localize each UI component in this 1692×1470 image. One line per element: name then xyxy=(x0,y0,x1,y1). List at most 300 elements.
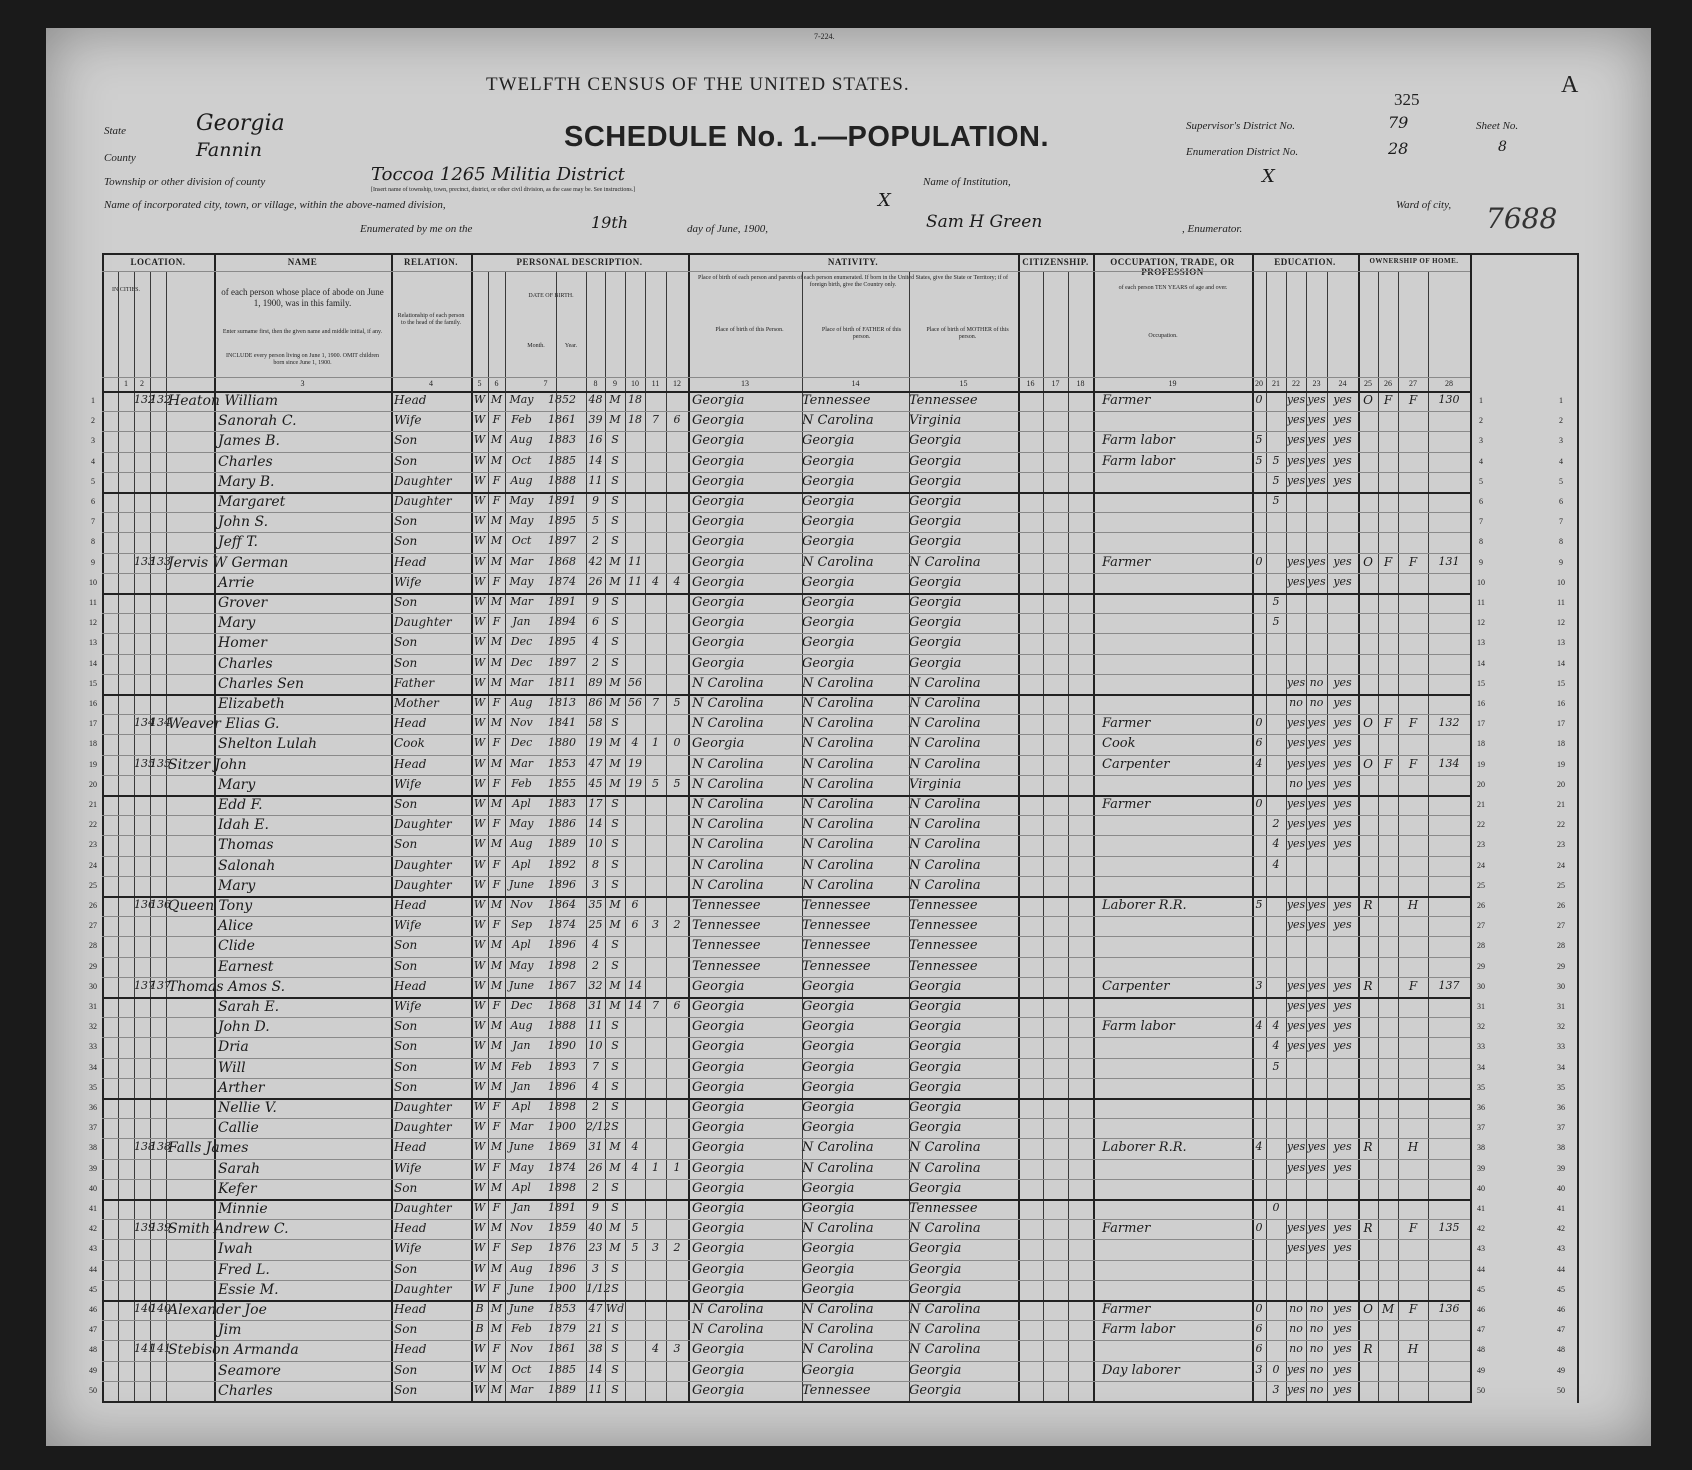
birthplace-mother: Georgia xyxy=(909,574,962,590)
birthplace-person: N Carolina xyxy=(692,1322,764,1338)
speaks-english: yes xyxy=(1333,413,1352,427)
row-number-left: 38 xyxy=(89,1143,97,1153)
age: 47 xyxy=(588,756,603,770)
person-name: Mary xyxy=(218,615,256,632)
row-number: 9 xyxy=(1559,557,1563,567)
color: W xyxy=(473,1019,486,1033)
children-born: 7 xyxy=(652,696,659,709)
sex: F xyxy=(492,696,501,709)
person-name: Callie xyxy=(218,1120,259,1137)
row-number: 1 xyxy=(1479,396,1483,405)
family-number: 137 xyxy=(150,978,171,992)
state-label: State xyxy=(104,125,126,137)
birthplace-mother: N Carolina xyxy=(909,1140,981,1156)
birthplace-father: N Carolina xyxy=(802,857,874,873)
birthplace-father: Georgia xyxy=(802,1261,855,1277)
farm-schedule: 131 xyxy=(1438,554,1460,568)
age: 9 xyxy=(592,1201,599,1214)
birthplace-mother: N Carolina xyxy=(909,1160,981,1176)
person-name: Homer xyxy=(218,635,267,652)
birth-month: June xyxy=(508,1281,535,1295)
can-read: yes xyxy=(1286,554,1306,568)
birth-month: Nov xyxy=(510,716,533,730)
birthplace-mother: Georgia xyxy=(909,1281,962,1297)
birth-year: 1853 xyxy=(548,1302,576,1315)
state-value: Georgia xyxy=(196,111,285,136)
row-number: 10 xyxy=(1477,577,1485,587)
row-number: 45 xyxy=(1477,1284,1485,1294)
relation: Son xyxy=(394,655,418,670)
children-living: 4 xyxy=(673,574,681,588)
months-unemployed: 0 xyxy=(1255,393,1263,406)
birthplace-mother: Georgia xyxy=(909,1180,962,1196)
can-write: yes xyxy=(1307,797,1326,810)
birthplace-person: Georgia xyxy=(692,393,745,408)
age: 21 xyxy=(588,1322,603,1336)
children-living: 3 xyxy=(673,1342,681,1356)
marital-status: S xyxy=(611,1039,619,1053)
row-number: 24 xyxy=(1477,860,1485,870)
person-name: Weaver Elias G. xyxy=(168,716,280,733)
farm-house: F xyxy=(1408,978,1418,993)
row-number-left: 42 xyxy=(89,1224,97,1234)
can-read: yes xyxy=(1286,716,1306,730)
owned-rented: R xyxy=(1363,978,1373,993)
birth-year: 1896 xyxy=(548,938,576,952)
can-read: yes xyxy=(1286,1140,1306,1154)
sex: M xyxy=(490,514,503,528)
birthplace-father: Georgia xyxy=(802,433,855,449)
color: W xyxy=(473,1241,486,1255)
relation: Head xyxy=(394,716,427,731)
sex: M xyxy=(490,978,503,992)
age: 2 xyxy=(592,655,599,669)
relation: Head xyxy=(394,978,427,993)
row-number-left: 21 xyxy=(89,800,97,809)
relation: Head xyxy=(394,554,427,569)
speaks-english: yes xyxy=(1333,1382,1352,1396)
occupation: Farmer xyxy=(1102,1221,1151,1237)
children-born: 3 xyxy=(652,918,659,932)
row-number-left: 47 xyxy=(89,1325,97,1335)
row-number: 42 xyxy=(1557,1224,1565,1234)
birthplace-mother: Georgia xyxy=(909,1120,962,1136)
birthplace-father: N Carolina xyxy=(802,413,874,429)
color: W xyxy=(473,1342,486,1356)
relation: Wife xyxy=(394,574,422,589)
row-number: 22 xyxy=(1477,820,1485,830)
sex: F xyxy=(492,574,501,588)
birth-month: Oct xyxy=(511,1362,532,1376)
birth-month: Aug xyxy=(510,696,533,709)
row-number: 31 xyxy=(1557,1002,1565,1011)
age: 48 xyxy=(588,393,603,406)
row-number-left: 39 xyxy=(89,1163,97,1173)
owned-rented: R xyxy=(1363,1221,1373,1236)
birthplace-person: Georgia xyxy=(692,1180,745,1196)
dwelling-number: 133 xyxy=(134,554,155,568)
birthplace-person: N Carolina xyxy=(692,776,764,792)
row-number-left: 26 xyxy=(89,901,97,910)
sex: M xyxy=(490,1302,503,1315)
person-name: John D. xyxy=(218,1019,270,1036)
row-number-left: 25 xyxy=(89,880,97,890)
family-number: 133 xyxy=(150,554,171,568)
birth-year: 1895 xyxy=(548,514,576,528)
row-number-left: 43 xyxy=(89,1244,97,1254)
age: 9 xyxy=(592,494,599,507)
birth-month: Dec xyxy=(510,655,533,669)
years-married: 11 xyxy=(628,574,642,588)
birth-month: Nov xyxy=(510,1221,533,1235)
family-number: 134 xyxy=(150,716,171,730)
row-number: 43 xyxy=(1477,1244,1485,1254)
children-living: 0 xyxy=(673,736,681,750)
age: 16 xyxy=(588,433,603,447)
color: W xyxy=(473,999,486,1012)
birthplace-person: Georgia xyxy=(692,1019,745,1035)
birthplace-father: Georgia xyxy=(802,534,855,550)
person-name: Sanorah C. xyxy=(218,413,297,430)
row-number: 45 xyxy=(1557,1284,1565,1294)
person-name: Nellie V. xyxy=(218,1100,277,1116)
birthplace-mother: Tennessee xyxy=(909,393,978,408)
row-number: 30 xyxy=(1477,981,1485,991)
row-number: 3 xyxy=(1559,436,1563,446)
months-unemployed: 0 xyxy=(1255,1221,1263,1235)
row-number-left: 50 xyxy=(89,1385,97,1395)
row-number: 17 xyxy=(1477,719,1485,729)
color: W xyxy=(473,534,486,548)
row-number: 25 xyxy=(1557,880,1565,890)
person-name: Minnie xyxy=(218,1201,268,1217)
sex: F xyxy=(492,877,501,891)
birthplace-person: Georgia xyxy=(692,736,745,752)
row-number: 46 xyxy=(1557,1305,1565,1314)
sex: M xyxy=(490,1039,503,1053)
age: 47 xyxy=(588,1302,603,1315)
birthplace-father: N Carolina xyxy=(802,776,874,792)
age: 4 xyxy=(592,1079,599,1093)
color: W xyxy=(473,1160,486,1174)
speaks-english: yes xyxy=(1333,675,1352,689)
age: 14 xyxy=(588,453,603,467)
relation: Daughter xyxy=(394,1281,452,1296)
occupation: Farm labor xyxy=(1102,1019,1175,1035)
row-number: 8 xyxy=(1559,537,1563,547)
age: 58 xyxy=(588,716,603,730)
age: 3 xyxy=(592,1261,599,1275)
row-number: 24 xyxy=(1557,860,1565,870)
marital-status: M xyxy=(609,736,621,750)
birthplace-father: N Carolina xyxy=(802,696,874,711)
column-number: 10 xyxy=(631,379,639,388)
birth-month: Mar xyxy=(509,756,534,770)
marital-status: S xyxy=(611,1100,619,1113)
person-name: Iwah xyxy=(218,1241,253,1258)
birth-month: Mar xyxy=(509,1382,534,1396)
sex: M xyxy=(490,1382,503,1396)
can-write: yes xyxy=(1307,918,1326,932)
person-name: Arther xyxy=(218,1079,265,1096)
occupation: Carpenter xyxy=(1102,978,1170,994)
color: W xyxy=(473,696,486,709)
can-write: yes xyxy=(1307,574,1326,588)
marital-status: M xyxy=(609,978,621,992)
birthplace-father: Tennessee xyxy=(802,938,871,954)
age: 19 xyxy=(588,736,603,750)
birth-year: 1859 xyxy=(548,1221,576,1235)
can-write: yes xyxy=(1307,978,1326,992)
relation: Daughter xyxy=(394,494,452,508)
birth-year: 1900 xyxy=(548,1120,576,1134)
months-school: 2 xyxy=(1272,817,1280,831)
can-read: yes xyxy=(1286,393,1306,406)
row-number-left: 32 xyxy=(89,1022,97,1032)
relation: Son xyxy=(394,1180,418,1195)
birthplace-father: Georgia xyxy=(802,1079,855,1095)
birthplace-person: N Carolina xyxy=(692,756,764,772)
color: W xyxy=(473,1261,486,1275)
birth-year: 1892 xyxy=(548,857,576,871)
speaks-english: yes xyxy=(1333,574,1352,588)
birthplace-mother: N Carolina xyxy=(909,857,981,873)
person-name: Arrie xyxy=(218,574,255,591)
row-number: 15 xyxy=(1557,678,1565,688)
children-born: 4 xyxy=(652,1342,659,1356)
sex: F xyxy=(492,776,501,790)
color: W xyxy=(473,574,486,588)
sex: M xyxy=(490,453,503,467)
column-number: 27 xyxy=(1409,379,1417,388)
marital-status: M xyxy=(609,776,621,790)
birthplace-mother: Georgia xyxy=(909,595,962,610)
birth-month: May xyxy=(509,817,534,831)
age: 1/12 xyxy=(586,1281,611,1295)
children-living: 5 xyxy=(673,696,681,709)
occupation: Farmer xyxy=(1102,393,1151,408)
group-personal: PERSONAL DESCRIPTION. xyxy=(516,257,643,267)
marital-status: S xyxy=(611,615,619,629)
birthplace-mother: Georgia xyxy=(909,514,962,530)
sex: F xyxy=(492,494,501,507)
relation: Son xyxy=(394,534,418,549)
birth-year: 1898 xyxy=(548,1180,576,1194)
person-name: Edd F. xyxy=(218,797,263,813)
subhead-name-instr: Enter surname first, then the given name and middle initial, if any. xyxy=(222,329,383,335)
marital-status: S xyxy=(611,1322,619,1336)
row-number-left: 46 xyxy=(89,1305,97,1314)
birth-month: June xyxy=(508,877,535,891)
relation: Son xyxy=(394,1079,418,1094)
township-label: Township or other division of county xyxy=(104,176,266,188)
row-number-left: 27 xyxy=(89,921,97,931)
person-name: Charles Sen xyxy=(218,675,305,692)
row-number: 37 xyxy=(1477,1123,1485,1133)
marital-status: M xyxy=(609,898,621,911)
months-unemployed: 0 xyxy=(1255,1302,1263,1315)
can-read: yes xyxy=(1286,1382,1306,1396)
row-number-left: 20 xyxy=(89,779,97,789)
relation: Cook xyxy=(394,736,425,751)
birth-year: 1869 xyxy=(548,1140,576,1154)
birth-month: Aug xyxy=(510,1019,533,1033)
dwelling-number: 137 xyxy=(134,978,155,992)
birth-month: Oct xyxy=(511,453,532,467)
birthplace-father: N Carolina xyxy=(802,1140,874,1156)
speaks-english: yes xyxy=(1333,837,1352,851)
sheet-no-label: Sheet No. xyxy=(1476,120,1519,132)
row-number-left: 44 xyxy=(89,1264,97,1274)
person-name: Alice xyxy=(218,918,254,935)
row-number: 4 xyxy=(1559,456,1563,466)
row-number-left: 8 xyxy=(91,537,95,547)
can-write: no xyxy=(1309,1382,1324,1396)
row-number: 50 xyxy=(1477,1385,1485,1395)
color: W xyxy=(473,1039,486,1053)
birth-month: Aug xyxy=(510,837,533,851)
age: 11 xyxy=(588,1382,603,1396)
row-number-left: 33 xyxy=(89,1042,97,1052)
age: 26 xyxy=(588,1160,603,1174)
relation: Wife xyxy=(394,1160,422,1175)
family-number: 140 xyxy=(150,1302,171,1315)
years-married: 19 xyxy=(628,776,642,790)
marital-status: S xyxy=(611,655,619,669)
color: W xyxy=(473,433,486,447)
birthplace-father: Tennessee xyxy=(802,898,871,913)
years-married: 11 xyxy=(628,554,642,568)
age: 9 xyxy=(592,595,599,608)
can-write: yes xyxy=(1307,898,1326,911)
birth-year: 1894 xyxy=(548,615,576,629)
marital-status: S xyxy=(611,1261,619,1275)
farm-schedule: 134 xyxy=(1438,756,1460,770)
farm-schedule: 132 xyxy=(1438,716,1460,730)
sex: F xyxy=(492,1160,501,1174)
speaks-english: yes xyxy=(1333,776,1352,790)
birth-year: 1898 xyxy=(548,1100,576,1113)
row-number: 41 xyxy=(1557,1204,1565,1213)
subhead-occupation-desc: of each person TEN YEARS of age and over. xyxy=(1118,285,1228,291)
marital-status: S xyxy=(611,1079,619,1093)
birthplace-person: Georgia xyxy=(692,595,745,610)
marital-status: M xyxy=(609,696,621,709)
row-number-left: 37 xyxy=(89,1123,97,1133)
months-school: 5 xyxy=(1272,1059,1280,1073)
birthplace-person: Georgia xyxy=(692,635,745,651)
color: W xyxy=(473,413,486,427)
speaks-english: yes xyxy=(1333,756,1352,770)
relation: Son xyxy=(394,958,418,973)
birthplace-person: Georgia xyxy=(692,453,745,469)
birth-year: 1868 xyxy=(548,554,576,568)
color: W xyxy=(473,736,486,750)
sex: F xyxy=(492,999,501,1012)
occupation: Laborer R.R. xyxy=(1102,1140,1187,1156)
row-number: 39 xyxy=(1477,1163,1485,1173)
birthplace-person: Tennessee xyxy=(692,938,761,954)
months-school: 5 xyxy=(1272,595,1280,608)
color: W xyxy=(473,898,486,911)
family-number: 132 xyxy=(150,393,171,406)
row-number-left: 18 xyxy=(89,739,97,749)
relation: Daughter xyxy=(394,877,452,892)
row-number: 32 xyxy=(1477,1022,1485,1032)
birth-month: May xyxy=(509,574,534,588)
sex: F xyxy=(492,918,501,932)
row-number: 8 xyxy=(1479,537,1483,547)
sex: M xyxy=(490,958,503,972)
birth-month: May xyxy=(509,393,534,406)
birth-year: 1889 xyxy=(548,1382,576,1396)
row-number-left: 35 xyxy=(89,1082,97,1092)
sex: M xyxy=(490,1019,503,1033)
can-write: yes xyxy=(1307,736,1326,750)
sex: M xyxy=(490,716,503,730)
birthplace-father: Georgia xyxy=(802,1059,855,1075)
row-number: 48 xyxy=(1557,1345,1565,1355)
person-name: Stebison Armanda xyxy=(168,1342,299,1359)
sex: M xyxy=(490,595,503,608)
birth-month: Aug xyxy=(510,433,533,447)
row-number: 29 xyxy=(1477,961,1485,971)
subhead-occupation: Occupation. xyxy=(1148,333,1178,339)
birth-year: 1891 xyxy=(548,1201,576,1214)
color: W xyxy=(473,978,486,992)
color: W xyxy=(473,1140,486,1154)
birthplace-father: Georgia xyxy=(802,999,855,1014)
farm-house: H xyxy=(1407,1140,1419,1155)
row-number: 42 xyxy=(1477,1224,1485,1234)
relation: Son xyxy=(394,453,418,468)
birth-month: May xyxy=(509,958,534,972)
relation: Daughter xyxy=(394,1100,452,1114)
marital-status: S xyxy=(611,1201,619,1214)
color: W xyxy=(473,1201,486,1214)
birthplace-father: Tennessee xyxy=(802,958,871,974)
column-number: 22 xyxy=(1292,379,1300,388)
enumerated-label: Enumerated by me on the xyxy=(360,223,473,235)
birth-month: Apl xyxy=(512,938,531,952)
birth-year: 1900 xyxy=(548,1281,576,1295)
column-number: 1 xyxy=(124,379,128,388)
children-living: 1 xyxy=(673,1160,681,1174)
row-number: 25 xyxy=(1477,880,1485,890)
person-name: Mary xyxy=(218,776,256,793)
marital-status: S xyxy=(611,534,619,548)
farm-house: F xyxy=(1408,554,1418,569)
row-number: 14 xyxy=(1477,658,1485,668)
age: 2 xyxy=(592,1100,599,1113)
speaks-english: yes xyxy=(1333,898,1352,911)
row-number: 23 xyxy=(1557,840,1565,850)
speaks-english: yes xyxy=(1333,1140,1352,1154)
birth-month: Feb xyxy=(511,1059,532,1073)
relation: Daughter xyxy=(394,857,452,872)
color: W xyxy=(473,1221,486,1235)
birth-month: Dec xyxy=(510,999,533,1012)
row-number-left: 15 xyxy=(89,678,97,688)
column-number: 24 xyxy=(1338,379,1347,388)
months-school: 5 xyxy=(1272,494,1280,507)
row-number: 36 xyxy=(1557,1103,1565,1112)
row-number-left: 5 xyxy=(91,476,95,486)
birthplace-mother: Tennessee xyxy=(909,938,978,954)
birthplace-person: Georgia xyxy=(692,1362,745,1378)
age: 31 xyxy=(588,1140,603,1154)
subhead-name-desc: of each person whose place of abode on June 1, 1900, was in this family. xyxy=(221,287,384,308)
